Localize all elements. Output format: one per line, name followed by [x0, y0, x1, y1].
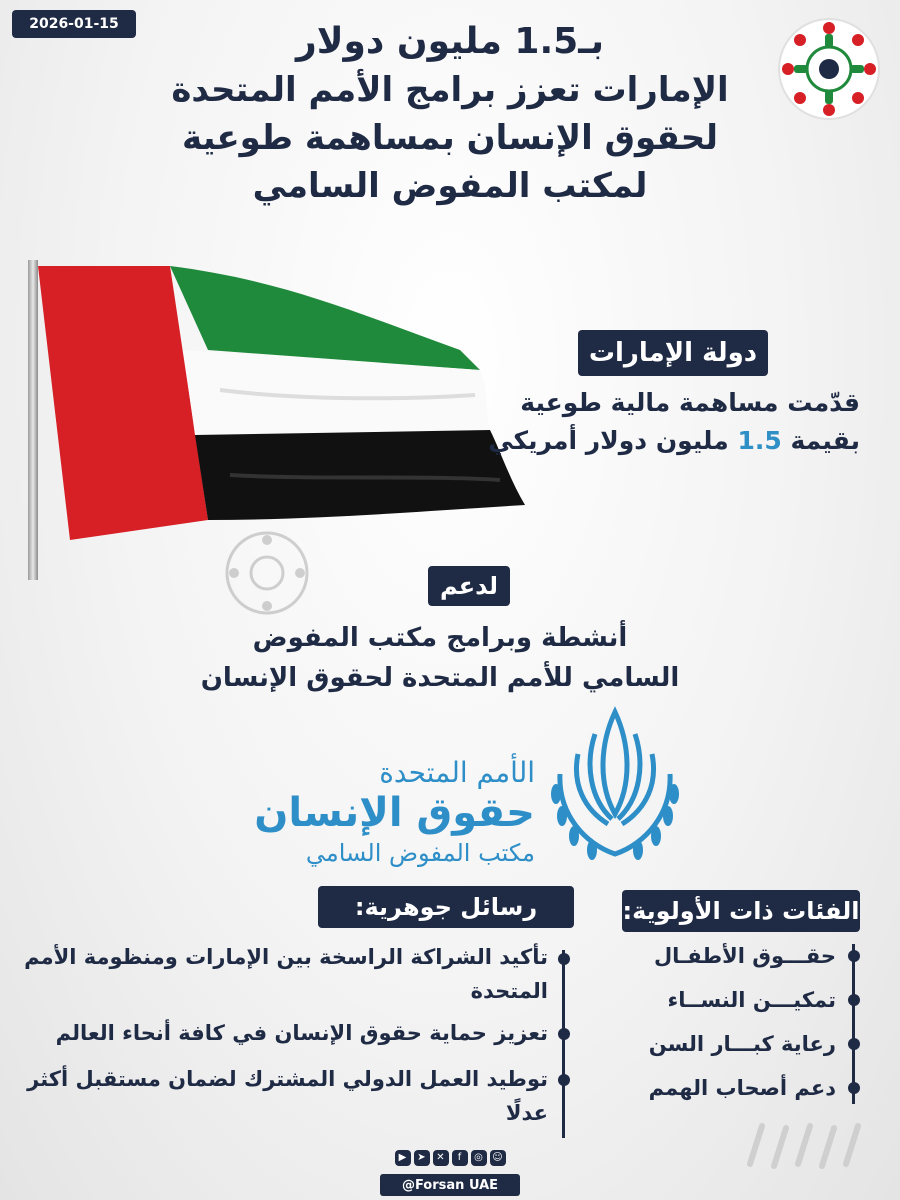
bullet-dot: [848, 950, 860, 962]
uae-label: دولة الإمارات: [578, 330, 768, 376]
bullet-dot: [558, 1028, 570, 1040]
headline-line: لحقوق الإنسان بمساهمة طوعية: [181, 118, 719, 158]
instagram-icon[interactable]: ◎: [471, 1150, 487, 1166]
uae-amount: 1.5: [737, 426, 782, 455]
watermark-emblem-icon: [222, 528, 312, 618]
social-handle[interactable]: @Forsan UAE: [380, 1174, 520, 1196]
facebook-icon[interactable]: f: [452, 1150, 468, 1166]
telegram-icon[interactable]: ➤: [414, 1150, 430, 1166]
support-text-line: السامي للأمم المتحدة لحقوق الإنسان: [200, 663, 680, 693]
ohchr-line-office: مكتب المفوض السامي: [305, 839, 535, 867]
forsan-logo-icon: [774, 14, 884, 124]
message-item: تأكيد الشراكة الراسخة بين الإمارات ومنظومة الأمم المتحدة: [24, 945, 548, 1003]
categories-title: الفئات ذات الأولوية:: [622, 890, 860, 932]
category-item: دعم أصحاب الهمم: [648, 1076, 836, 1100]
support-label: لدعم: [428, 566, 510, 606]
headline-line: لمكتب المفوض السامي: [252, 166, 648, 206]
snapchat-icon[interactable]: ☺: [490, 1150, 506, 1166]
uae-text-line: [470, 422, 860, 460]
category-item: حقـــوق الأطفـال: [653, 944, 836, 968]
category-item: رعاية كبـــار السن: [648, 1032, 836, 1056]
bullet-dot: [558, 953, 570, 965]
headline-line: الإمارات تعزز برامج الأمم المتحدة: [171, 70, 729, 110]
uae-text-line: قدّمت مساهمة مالية طوعية: [520, 388, 860, 417]
decorative-strokes-icon: [740, 1114, 870, 1174]
support-text-line: أنشطة وبرامج مكتب المفوض: [252, 623, 628, 653]
messages-timeline: [562, 950, 565, 1138]
ohchr-line-un: الأمم المتحدة: [379, 756, 535, 789]
uae-text-prefix: بقيمة: [790, 426, 860, 455]
bullet-dot: [848, 1038, 860, 1050]
headline: [140, 18, 760, 210]
uae-contribution-text: [470, 384, 860, 460]
social-icons: [392, 1150, 508, 1172]
youtube-icon[interactable]: ▶: [395, 1150, 411, 1166]
message-item: تعزيز حماية حقوق الإنسان في كافة أنحاء العالم: [55, 1021, 548, 1045]
bullet-dot: [558, 1074, 570, 1086]
un-human-rights-emblem-icon: [540, 704, 690, 874]
date-badge: 2026-01-15: [12, 10, 136, 38]
message-item: توطيد العمل الدولي المشترك لضمان مستقبل أكثر عدلًا: [27, 1067, 548, 1125]
uae-text-suffix: مليون دولار أمريكي: [488, 426, 729, 455]
bullet-dot: [848, 994, 860, 1006]
headline-amount: بـ1.5 مليون دولار: [295, 21, 605, 62]
x-icon[interactable]: ✕: [433, 1150, 449, 1166]
bullet-dot: [848, 1082, 860, 1094]
ohchr-line-human-rights: حقوق الإنسان: [254, 790, 535, 836]
category-item: تمكيـــن النســاء: [667, 988, 836, 1012]
support-text: [190, 618, 690, 698]
categories-timeline: [852, 944, 855, 1104]
ohchr-wordmark: [220, 756, 535, 870]
messages-title: رسائل جوهرية:: [318, 886, 574, 928]
